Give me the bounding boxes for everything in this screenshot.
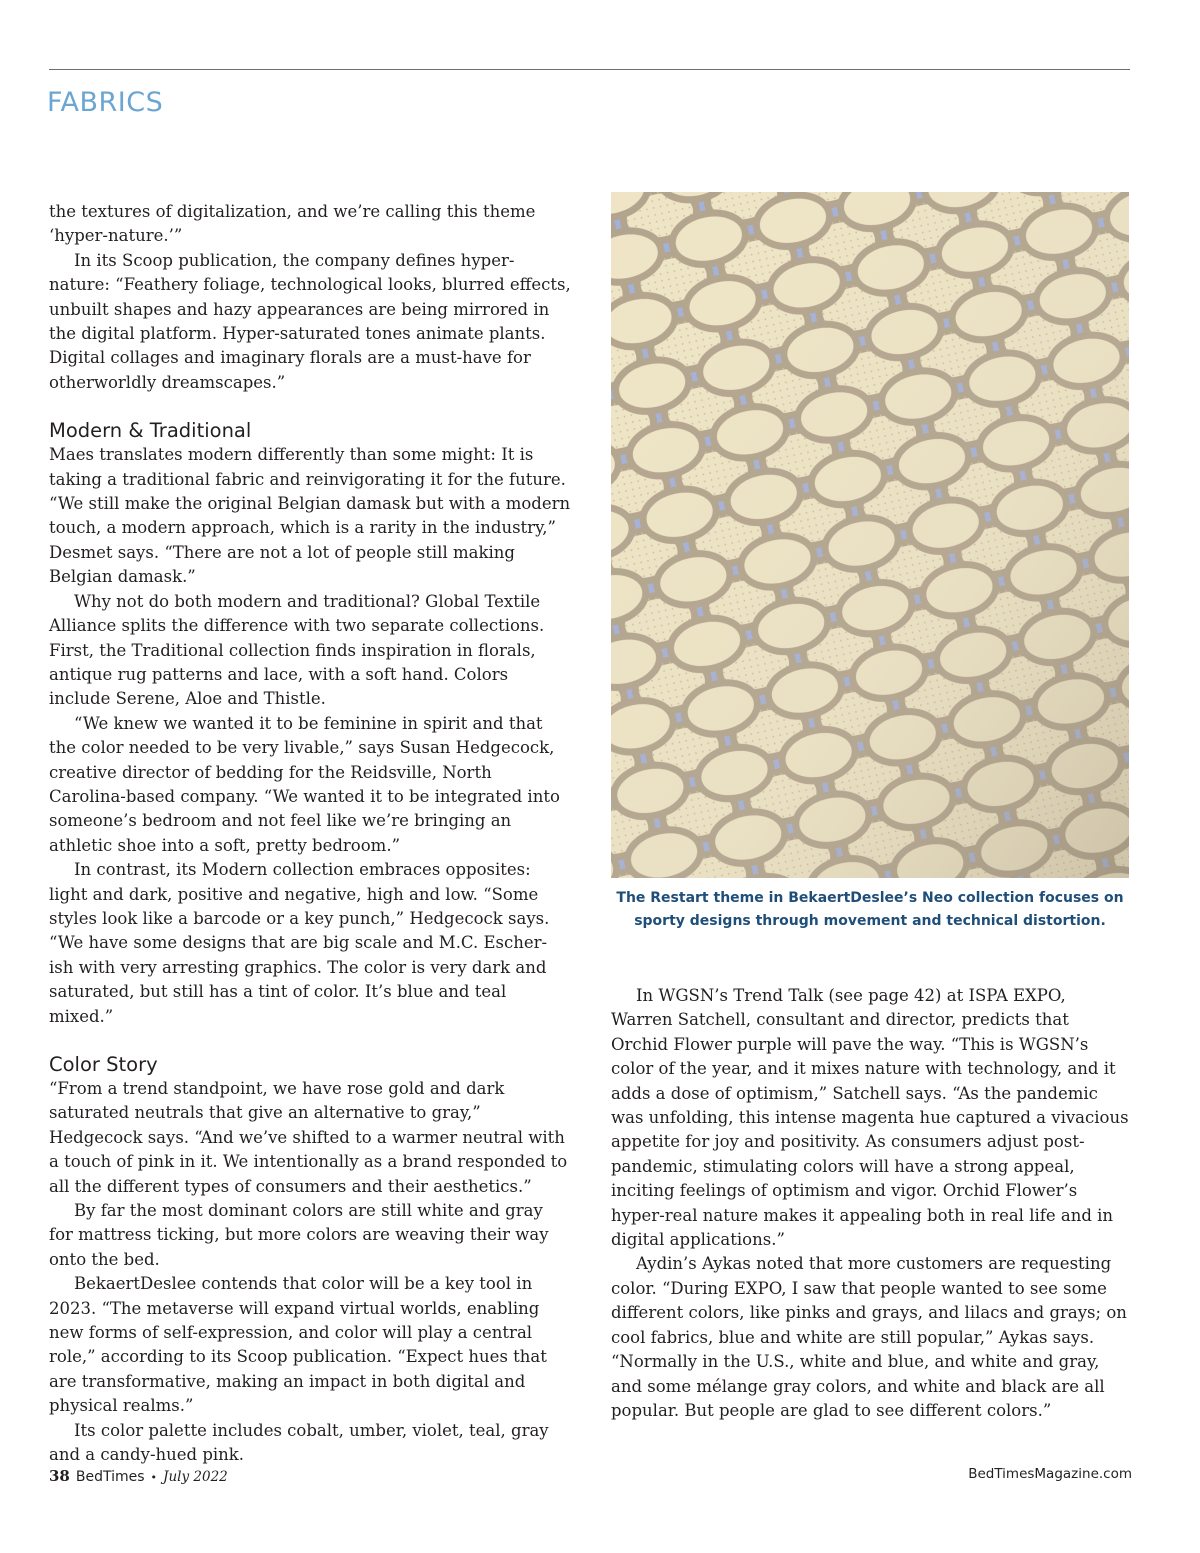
header-rule [49,69,1130,70]
left-paragraph-10: Its color palette includes cobalt, umber, violet, teal, gray and a candy-hued pink. [49,1420,549,1465]
issue-date: July 2022 [163,1469,228,1485]
page-number: 38 [49,1467,70,1485]
left-paragraph-3: Maes translates modern differently than some might: It is taking a traditional fabric and reinvigorating it for the future. “We still make the original Belgian damask but with a modern touch, a modern approach, which is a rarity in the industry,” Desmet says. “There are not a lot of people still making Belgian damask.” [49,445,571,587]
left-paragraph-4: Why not do both modern and traditional? Global Textile Alliance splits the difference with two separate collections. First, the Traditional collection finds inspiration in florals, antique rug patterns and lace, with a soft hand. Colors include Serene, Aloe and Thistle. [49,591,545,709]
left-column [49,200,571,1468]
subheading-color-story: Color Story [49,1053,158,1076]
section-label: FABRICS [47,87,164,118]
right-paragraph-2: Aydin’s Aykas noted that more customers are requesting color. “During EXPO, I saw that people wanted to see some different colors, like pinks and grays, and lilacs and grays; on cool fabrics, blue and white are still popular,” Aykas says. “Normally in the U.S., white and blue, and white and gray, and some mélange gray colors, and white and black are all popular. But people are glad to see different colors.” [611,1254,1127,1420]
subheading-modern-traditional: Modern & Traditional [49,419,252,443]
fabric-photo [611,192,1129,878]
right-column [611,984,1131,1423]
fabric-pattern-illustration [611,192,1129,878]
left-paragraph-5: “We knew we wanted it to be feminine in spirit and that the color needed to be very livable,” says Susan Hedgecock, creative director of bedding for the Reidsville, North Carolina-based company. “We wanted it to be integrated into someone’s bedroom and not feel like we’re bringing an athletic shoe into a soft, pretty bedroom.” [49,713,560,855]
photo-caption: The Restart theme in BekaertDeslee’s Neo collection focuses on sporty designs through movement and technical distortion. [616,890,1124,929]
left-paragraph-8: By far the most dominant colors are still white and gray for mattress ticking, but more colors are weaving their way onto the bed. [49,1201,549,1269]
right-paragraph-1: In WGSN’s Trend Talk (see page 42) at ISPA EXPO, Warren Satchell, consultant and director, predicts that Orchid Flower purple will pave the way. “This is WGSN’s color of the year, and it mixes nature with technology, and it adds a dose of optimism,” Satchell says. “As the pandemic was unfolding, this intense magenta hue captured a vivacious appetite for joy and positivity. As consumers adjust post-pandemic, stimulating colors will have a strong appeal, inciting feelings of optimism and vigor. Orchid Flower’s hyper-real nature makes it appealing both in real life and in digital applications.” [611,986,1129,1250]
publication-name: BedTimes [75,1469,145,1485]
left-paragraph-2: In its Scoop publication, the company defines hyper-nature: “Feathery foliage, technological looks, blurred effects, unbuilt shapes and hazy appearances are being mirrored in the digital platform. Hyper-saturated tones animate plants. Digital collages and imaginary florals are a must-have for otherworldly dreamscapes.” [49,250,571,392]
left-paragraph-7: “From a trend standpoint, we have rose gold and dark saturated neutrals that give an alternative to gray,” Hedgecock says. “And we’ve shifted to a warmer neutral with a touch of pink in it. We intentionally as a brand responded to all the different types of consumers and their aesthetics.” [49,1079,568,1196]
left-paragraph-9: BekaertDeslee contends that color will be a key tool in 2023. “The metaverse will expand virtual worlds, enabling new forms of self-expression, and color will play a central role,” according to its Scoop publication. “Expect hues that are transformative, making an impact in both digital and physical realms.” [49,1274,547,1416]
folio-separator: • [150,1471,158,1484]
left-paragraph-1: the textures of digitalization, and we’re calling this theme ‘hyper-nature.’” [49,202,536,246]
left-paragraph-6: In contrast, its Modern collection embraces opposites: light and dark, positive and negative, high and low. “Some styles look like a barcode or a key punch,” Hedgecock says. “We have some designs that are big scale and M.C. Escher-ish with very arresting graphics. The color is very dark and saturated, but still has a tint of color. It’s blue and teal mixed.” [49,860,550,1026]
footer-website[interactable]: BedTimesMagazine.com [968,1466,1132,1482]
footer-folio [49,1467,228,1485]
